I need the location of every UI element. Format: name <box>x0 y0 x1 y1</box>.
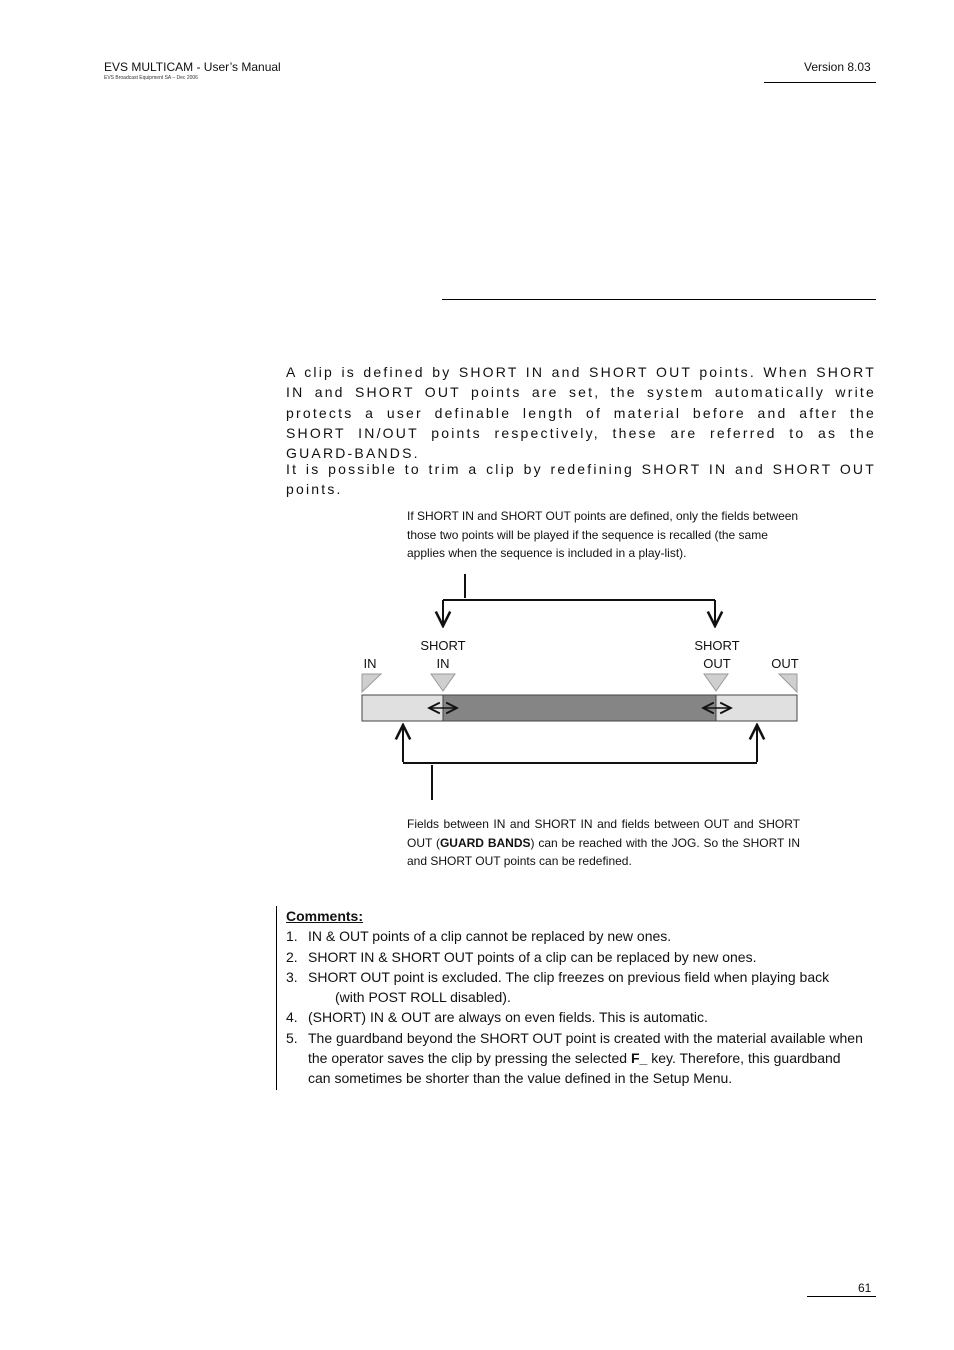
label-short-in-2: IN <box>436 656 450 671</box>
label-short-out-2: OUT <box>703 656 731 671</box>
top-bracket <box>443 574 715 626</box>
list-item: 5. The guardband beyond the SHORT OUT point is created with the material available when the operator saves the clip by pressing the selected F_ key. Therefore, this guardband can sometimes be shorter than the value defined in the Setup Menu. <box>286 1029 863 1087</box>
bottom-bracket <box>403 725 757 800</box>
version-label: Version 8.03 <box>804 60 871 74</box>
comments-margin-bar <box>276 906 277 1090</box>
manual-title: EVS MULTICAM - User’s Manual <box>104 60 281 74</box>
comments-list <box>286 926 866 1088</box>
list-item: 2. SHORT IN & SHORT OUT points of a clip can be replaced by new ones. <box>286 948 757 965</box>
footer-rule <box>807 1296 876 1297</box>
comments-block <box>286 906 866 1089</box>
label-out: OUT <box>771 656 799 671</box>
marker-in <box>362 674 381 692</box>
caption-bottom-pre: Fields between IN and SHORT IN and fields between OUT and SHORT OUT ( <box>407 817 800 850</box>
paragraph-clip-definition: A clip is defined by SHORT IN and SHORT OUT points. When SHORT IN and SHORT OUT points are set, the system automatically write protects a user definable length of material before and after the SHORT IN/OUT points respectively, these are referred to as the GUARD-BANDS. <box>286 364 876 462</box>
caption-bottom-post: ) can be reached with the JOG. So the SHORT IN and SHORT OUT points can be redefined. <box>407 835 800 869</box>
comments-title: Comments: <box>286 908 364 924</box>
paragraph-trim-clip: It is possible to trim a clip by redefining SHORT IN and SHORT OUT points. <box>286 461 876 498</box>
label-short-in-1: SHORT <box>420 638 466 653</box>
diagram-caption-top: If SHORT IN and SHORT OUT points are defined, only the fields between those two points will be played if the sequence is recalled (the same applies when the sequence is included in a play-list). <box>407 509 799 561</box>
label-in: IN <box>363 656 377 671</box>
manual-subtitle: EVS Broadcast Equipment SA – Dec 2006 <box>104 75 198 81</box>
list-item: 1. IN & OUT points of a clip cannot be replaced by new ones. <box>286 928 672 945</box>
played-region <box>443 695 716 721</box>
marker-short-out <box>704 674 728 691</box>
marker-out <box>779 674 797 692</box>
label-short-out-1: SHORT <box>694 638 740 653</box>
list-item: 3. SHORT OUT point is excluded. The clip freezes on previous field when playing back (with POST ROLL disabled). <box>286 968 830 1006</box>
diagram-caption-bottom <box>407 815 800 871</box>
marker-short-in <box>431 674 455 691</box>
caption-bottom-guard-bands: GUARD BANDS <box>439 835 531 850</box>
list-item: 4. (SHORT) IN & OUT are always on even fields. This is automatic. <box>286 1009 708 1026</box>
page-number: 61 <box>858 1281 872 1295</box>
